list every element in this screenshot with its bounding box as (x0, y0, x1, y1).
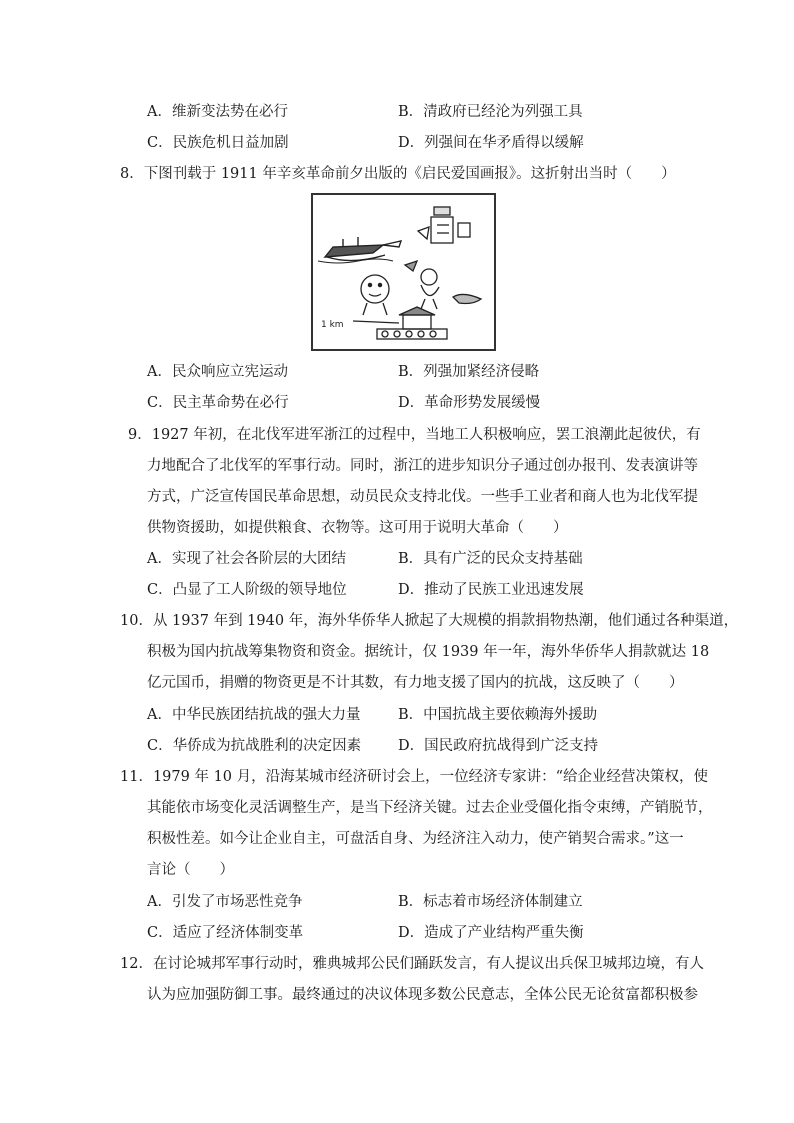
q11-line-3: 积极性差。如今让企业自主，可盘活自身、为经济注入动力，使产销契合需求。”这一 (147, 831, 684, 847)
q9-line-2: 力地配合了北伐军的军事行动。同时，浙江的进步知识分子通过创办报刊、发表演讲等 (147, 458, 698, 474)
q11-line-1: 11．1979 年 10 月，沿海某城市经济研讨会上，一位经济专家讲：“给企业经营决策权，使 (120, 769, 709, 785)
temple-drawing (353, 307, 447, 339)
hand-drawing (453, 294, 481, 303)
cartoon-figure (311, 193, 496, 351)
q11-option-b: B．标志着市场经济体制建立 (398, 894, 583, 910)
q11-line-4: 言论（ ） (147, 862, 234, 878)
q10-option-a: A．中华民族团结抗战的强大力量 (147, 707, 361, 723)
q7-option-c: C．民族危机日益加剧 (147, 135, 289, 151)
figures-drawing (361, 261, 439, 315)
q7-option-d: D．列强间在华矛盾得以缓解 (398, 135, 584, 151)
q8-option-c: C．民主革命势在必行 (147, 395, 289, 411)
q9-line-3: 方式，广泛宣传国民革命思想，动员民众支持北伐。一些手工业者和商人也为北伐军提 (147, 489, 698, 505)
q8-option-b: B．列强加紧经济侵略 (398, 364, 540, 380)
q10-line-3: 亿元国币，捐赠的物资更是不计其数，有力地支援了国内的抗战，这反映了（ ） (147, 675, 684, 691)
steamship-drawing (318, 237, 401, 263)
q8-option-d: D．革命形势发展缓慢 (398, 395, 541, 411)
q11-option-c: C．适应了经济体制变革 (147, 925, 304, 941)
q9-option-c: C．凸显了工人阶级的领导地位 (147, 582, 347, 598)
q10-option-c: C．华侨成为抗战胜利的决定因素 (147, 738, 362, 754)
q9-option-d: D．推动了民族工业迅速发展 (398, 582, 584, 598)
q11-line-2: 其能依市场变化灵活调整生产，是当下经济关键。过去企业受僵化指令束缚，产销脱节， (147, 800, 713, 816)
q7-option-b: B．清政府已经沦为列强工具 (398, 104, 583, 120)
q10-line-1: 10．从 1937 年到 1940 年，海外华侨华人掀起了大规模的捐款捐物热潮，他们通过各种渠道， (120, 613, 739, 629)
cartoon-illustration (313, 195, 494, 349)
q10-option-b: B．中国抗战主要依赖海外援助 (398, 707, 598, 723)
q10-option-d: D．国民政府抗战得到广泛支持 (398, 738, 599, 754)
q9-option-a: A．实现了社会各阶层的大团结 (147, 551, 346, 567)
q9-line-4: 供物资援助，如提供粮食、衣物等。这可用于说明大革命（ ） (147, 520, 568, 536)
q11-option-a: A．引发了市场恶性竞争 (147, 894, 303, 910)
q9-option-b: B．具有广泛的民众支持基础 (398, 551, 583, 567)
q7-option-a: A．维新变法势在必行 (147, 104, 288, 120)
q11-option-d: D．造成了产业结构严重失衡 (398, 925, 584, 941)
q12-line-1: 12．在讨论城邦军事行动时，雅典城邦公民们踊跃发言，有人提议出兵保卫城邦边境，有人 (120, 956, 704, 972)
q9-line-1: 9．1927 年初，在北伐军进军浙江的过程中，当地工人积极响应，罢工浪潮此起彼伏，有 (128, 427, 701, 443)
cartoon-label: 1 km (321, 320, 344, 330)
q10-line-2: 积极为国内抗战筹集物资和资金。据统计，仅 1939 年一年，海外华侨华人捐款就达 18 (147, 644, 710, 660)
q8-stem: 8．下图刊载于 1911 年辛亥革命前夕出版的《启民爱国画报》。这折射出当时（ ） (120, 166, 676, 182)
building-drawing (418, 207, 470, 243)
q8-option-a: A．民众响应立宪运动 (147, 364, 288, 380)
q12-line-2: 认为应加强防御工事。最终通过的决议体现多数公民意志，全体公民无论贫富都积极参 (147, 987, 698, 1003)
